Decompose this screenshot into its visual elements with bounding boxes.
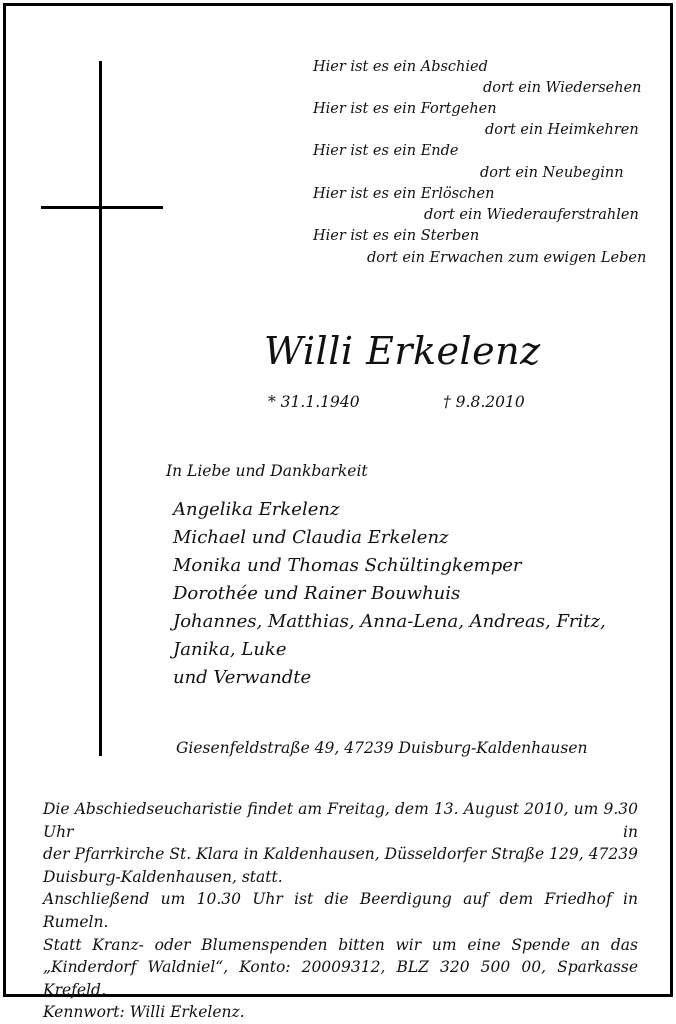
deceased-name: Willi Erkelenz bbox=[264, 329, 541, 373]
poem-line: Hier ist es ein Erlöschen bbox=[313, 186, 495, 202]
notice-line: Duisburg-Kaldenhausen, statt. bbox=[43, 867, 283, 886]
poem-line: dort ein Heimkehren bbox=[485, 122, 639, 138]
mourner-line: und Verwandte bbox=[173, 667, 312, 688]
mourners-address: Giesenfeldstraße 49, 47239 Duisburg-Kaldenhausen bbox=[176, 739, 588, 757]
birth-date: * 31.1.1940 bbox=[268, 393, 360, 411]
death-date: † 9.8.2010 bbox=[443, 393, 525, 411]
notice-line: „Kinderdorf Waldniel“, Konto: 20009312, BLZ 320 500 00, Sparkasse Krefeld, bbox=[43, 958, 638, 999]
poem-line: dort ein Erwachen zum ewigen Leben bbox=[367, 250, 647, 266]
poem-line: Hier ist es ein Abschied bbox=[313, 59, 488, 75]
notice-line: Statt Kranz- oder Blumenspenden bitten wir um eine Spende an das bbox=[43, 935, 638, 954]
mourner-line: Michael und Claudia Erkelenz bbox=[173, 527, 449, 548]
notice-line: der Pfarrkirche St. Klara in Kaldenhausen, Düsseldorfer Straße 129, 47239 bbox=[43, 845, 638, 864]
mourner-line: Monika und Thomas Schültingkemper bbox=[173, 555, 522, 576]
mourner-line: Angelika Erkelenz bbox=[173, 499, 340, 520]
notice-line: Kennwort: Willi Erkelenz. bbox=[43, 1003, 245, 1022]
obituary-frame bbox=[3, 3, 673, 1022]
poem-line: Hier ist es ein Sterben bbox=[313, 228, 480, 244]
poem-line: dort ein Wiederauferstrahlen bbox=[424, 207, 639, 223]
poem bbox=[6, 6, 670, 286]
cross-icon-horizontal-bar bbox=[41, 206, 163, 209]
mourners-list bbox=[173, 496, 643, 692]
cross-icon-vertical-bar bbox=[99, 61, 102, 756]
mourner-line: Dorothée und Rainer Bouwhuis bbox=[173, 583, 461, 604]
funeral-notice bbox=[43, 798, 638, 1024]
mourner-line: Janika, Luke bbox=[173, 639, 287, 660]
mourner-line: Johannes, Matthias, Anna-Lena, Andreas, Fritz, bbox=[173, 611, 606, 632]
poem-line: Hier ist es ein Fortgehen bbox=[313, 101, 497, 117]
mourners-intro: In Liebe und Dankbarkeit bbox=[166, 462, 368, 480]
notice-line: Die Abschiedseucharistie findet am Freitag, dem 13. August 2010, um 9.30 Uhr in bbox=[43, 800, 638, 841]
poem-line: dort ein Neubeginn bbox=[480, 165, 624, 181]
poem-line: Hier ist es ein Ende bbox=[313, 143, 459, 159]
notice-line: Anschließend um 10.30 Uhr ist die Beerdigung auf dem Friedhof in Rumeln. bbox=[43, 890, 638, 931]
poem-line: dort ein Wiedersehen bbox=[483, 80, 642, 96]
